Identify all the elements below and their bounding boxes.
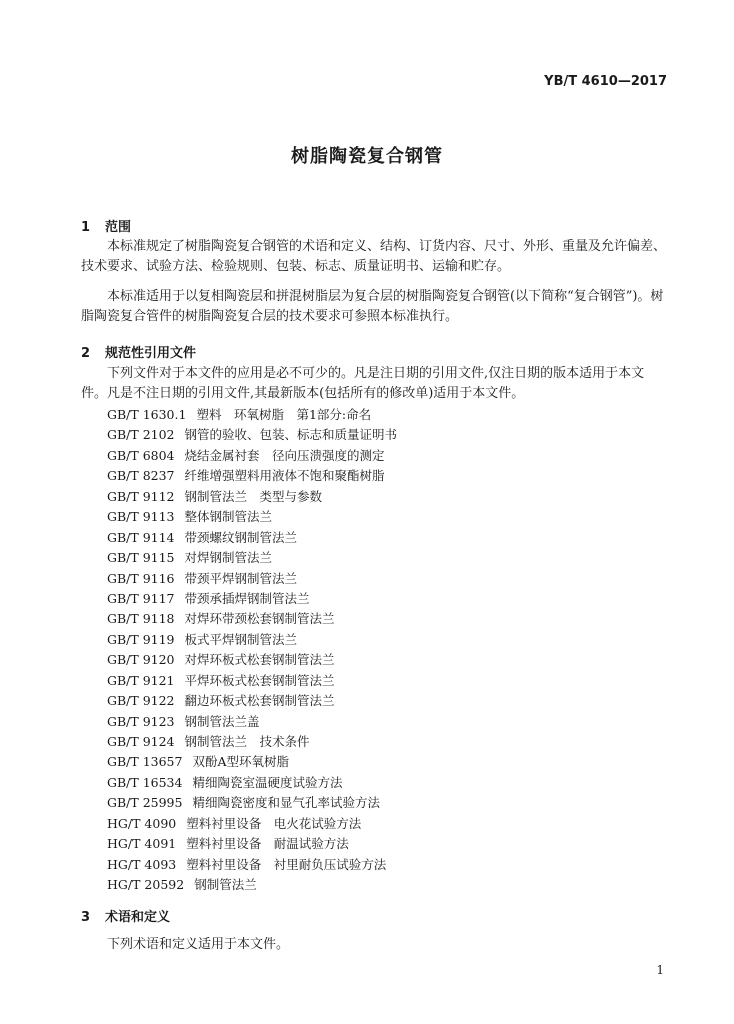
reference-title: 板式平焊钢制管法兰 bbox=[184, 631, 298, 647]
reference-code: GB/T 9114 bbox=[107, 529, 175, 545]
reference-item bbox=[107, 814, 397, 834]
reference-title: 平焊环板式松套钢制管法兰 bbox=[184, 672, 335, 688]
reference-code: GB/T 6804 bbox=[107, 447, 175, 463]
section-1-heading bbox=[81, 216, 131, 235]
reference-item bbox=[107, 855, 397, 875]
reference-title: 塑料衬里设备 耐温试验方法 bbox=[186, 836, 349, 852]
section-2-heading bbox=[81, 342, 196, 361]
section-2-title: 规范性引用文件 bbox=[105, 346, 197, 361]
section-1-paragraph-2: 本标准适用于以复相陶瓷层和拼混树脂层为复合层的树脂陶瓷复合钢管(以下简称“复合钢管”)。树脂陶瓷复合管件的树脂陶瓷复合层的技术要求可参照本标准执行。 bbox=[81, 289, 664, 324]
reference-code: GB/T 9123 bbox=[107, 713, 175, 729]
section-1-number: 1 bbox=[81, 220, 91, 235]
reference-item bbox=[107, 569, 397, 589]
reference-item bbox=[107, 875, 397, 895]
reference-item bbox=[107, 528, 397, 548]
reference-title: 钢管的验收、包装、标志和质量证明书 bbox=[184, 427, 398, 443]
reference-title: 塑料衬里设备 电火花试验方法 bbox=[186, 815, 362, 831]
reference-item bbox=[107, 732, 397, 752]
reference-title: 整体钢制管法兰 bbox=[184, 509, 273, 525]
reference-title: 塑料衬里设备 衬里耐负压试验方法 bbox=[186, 856, 387, 872]
reference-item bbox=[107, 793, 397, 813]
reference-item bbox=[107, 609, 397, 629]
reference-title: 带颈螺纹钢制管法兰 bbox=[184, 529, 298, 545]
reference-code: GB/T 1630.1 bbox=[107, 407, 187, 422]
reference-item bbox=[107, 773, 397, 793]
section-2-number: 2 bbox=[81, 346, 91, 361]
page-number: 1 bbox=[656, 963, 664, 977]
reference-title: 精细陶瓷密度和显气孔率试验方法 bbox=[192, 795, 380, 811]
reference-title: 对焊环板式松套钢制管法兰 bbox=[184, 652, 335, 668]
reference-item bbox=[107, 752, 397, 772]
reference-item bbox=[107, 446, 397, 466]
reference-title: 带颈承插焊钢制管法兰 bbox=[184, 590, 310, 606]
reference-item bbox=[107, 466, 397, 486]
reference-item bbox=[107, 548, 397, 568]
section-1-title: 范围 bbox=[105, 220, 132, 235]
reference-item bbox=[107, 405, 397, 425]
reference-code: GB/T 9122 bbox=[107, 693, 175, 709]
reference-code: GB/T 9115 bbox=[107, 550, 175, 566]
reference-code: GB/T 9121 bbox=[107, 672, 175, 688]
reference-title: 对焊环带颈松套钢制管法兰 bbox=[184, 611, 335, 627]
reference-title: 对焊钢制管法兰 bbox=[184, 550, 273, 566]
standard-code: YB/T 4610—2017 bbox=[544, 74, 667, 89]
document-title: 树脂陶瓷复合钢管 bbox=[291, 146, 443, 167]
reference-title: 纤维增强塑料用液体不饱和聚酯树脂 bbox=[184, 468, 385, 484]
reference-code: HG/T 20592 bbox=[107, 877, 185, 893]
section-1-paragraph-1: 本标准规定了树脂陶瓷复合钢管的术语和定义、结构、订货内容、尺寸、外形、重量及允许偏差、技术要求、试验方法、检验规则、包装、标志、质量证明书、运输和贮存。 bbox=[81, 239, 667, 274]
reference-item bbox=[107, 589, 397, 609]
section-3-heading bbox=[81, 906, 170, 925]
reference-code: HG/T 4093 bbox=[107, 856, 177, 872]
reference-code: GB/T 16534 bbox=[107, 774, 183, 790]
reference-item bbox=[107, 691, 397, 711]
reference-code: GB/T 9124 bbox=[107, 734, 175, 749]
reference-title: 双酚A型环氧树脂 bbox=[192, 754, 289, 770]
reference-item bbox=[107, 507, 397, 527]
section-3-intro: 下列术语和定义适用于本文件。 bbox=[107, 937, 290, 952]
reference-title: 钢制管法兰盖 bbox=[184, 713, 260, 729]
section-2-intro: 下列文件对于本文件的应用是必不可少的。凡是注日期的引用文件,仅注日期的版本适用于本文件。凡是不注日期的引用文件,其最新版本(包括所有的修改单)适用于本文件。 bbox=[81, 366, 645, 401]
reference-item bbox=[107, 425, 397, 445]
reference-title: 塑料 环氧树脂 第1部分:命名 bbox=[196, 407, 372, 422]
reference-title: 钢制管法兰 技术条件 bbox=[184, 734, 310, 749]
reference-title: 带颈平焊钢制管法兰 bbox=[184, 570, 298, 586]
reference-code: GB/T 9119 bbox=[107, 631, 175, 647]
reference-item bbox=[107, 671, 397, 691]
reference-code: GB/T 25995 bbox=[107, 795, 183, 811]
reference-title: 精细陶瓷室温硬度试验方法 bbox=[192, 774, 343, 790]
reference-item bbox=[107, 630, 397, 650]
section-3-number: 3 bbox=[81, 910, 91, 925]
section-3-title: 术语和定义 bbox=[105, 910, 171, 925]
normative-references-list bbox=[107, 405, 397, 896]
reference-code: HG/T 4091 bbox=[107, 836, 177, 852]
reference-item bbox=[107, 712, 397, 732]
reference-code: GB/T 9116 bbox=[107, 570, 175, 586]
reference-title: 翻边环板式松套钢制管法兰 bbox=[184, 693, 335, 709]
reference-code: HG/T 4090 bbox=[107, 815, 177, 831]
reference-code: GB/T 9113 bbox=[107, 509, 175, 525]
reference-item bbox=[107, 650, 397, 670]
reference-title: 钢制管法兰 类型与参数 bbox=[184, 488, 323, 504]
reference-item bbox=[107, 487, 397, 507]
reference-code: GB/T 8237 bbox=[107, 468, 175, 484]
reference-code: GB/T 13657 bbox=[107, 754, 183, 770]
reference-code: GB/T 9118 bbox=[107, 611, 175, 627]
reference-code: GB/T 9117 bbox=[107, 590, 175, 606]
reference-code: GB/T 9112 bbox=[107, 488, 175, 504]
reference-code: GB/T 9120 bbox=[107, 652, 175, 668]
reference-code: GB/T 2102 bbox=[107, 427, 175, 443]
reference-title: 钢制管法兰 bbox=[194, 877, 257, 893]
reference-title: 烧结金属衬套 径向压溃强度的测定 bbox=[184, 447, 385, 463]
reference-item bbox=[107, 834, 397, 854]
